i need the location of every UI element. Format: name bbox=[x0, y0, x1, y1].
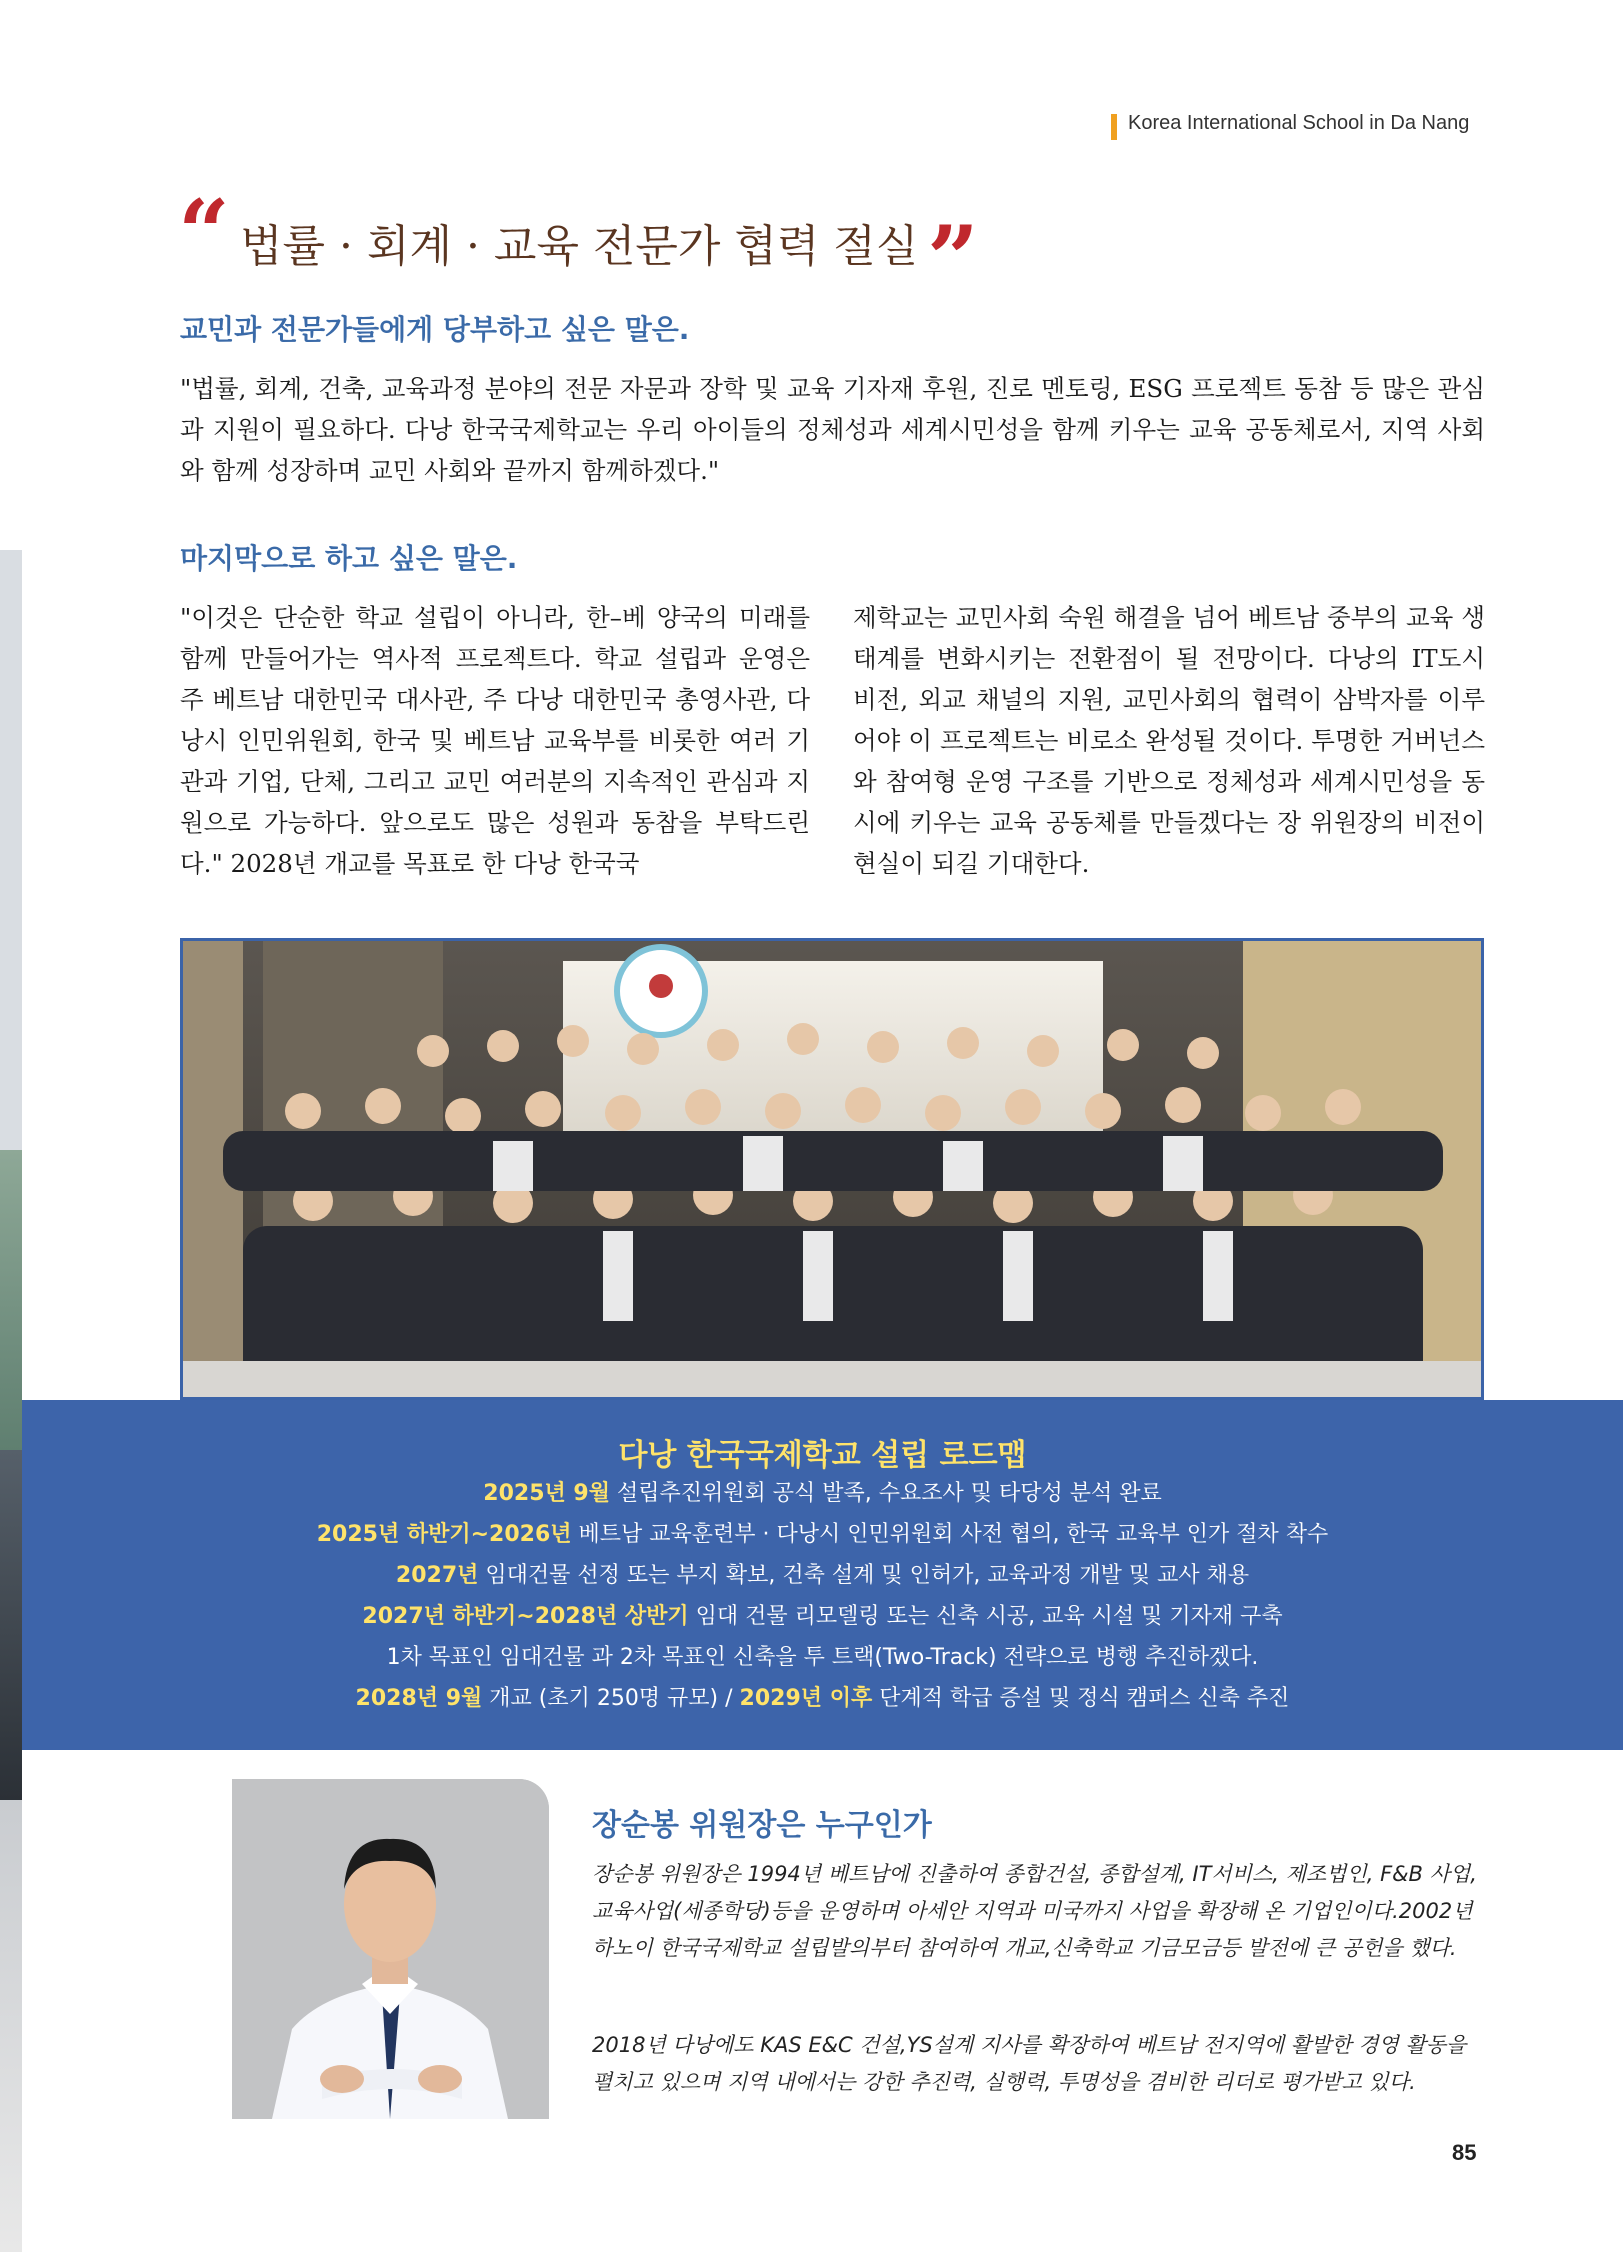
question-heading-2: 마지막으로 하고 싶은 말은. bbox=[180, 542, 518, 575]
roadmap-text: 단계적 학급 증설 및 정식 캠퍼스 신축 추진 bbox=[872, 1686, 1290, 1711]
header-accent-bar bbox=[1111, 114, 1117, 140]
roadmap-text: 임대 건물 리모델링 또는 신축 시공, 교육 시설 및 기자재 구축 bbox=[688, 1604, 1283, 1629]
roadmap-line bbox=[22, 1558, 1623, 1589]
answer-paragraph-1: "법률, 회계, 건축, 교육과정 분야의 전문 자문과 장학 및 교육 기자재 후원, 진로 멘토링, ESG 프로젝트 동참 등 많은 관심과 지원이 필요하다. 다낭 한국국제학교는 우리 아이들의 정체성과 세계시민성을 함께 키우는 교육 공동체로서, 지역 사회와 함께 성장하며 교민 사회와 끝까지 함께하겠다." bbox=[180, 374, 1485, 485]
edge-strip bbox=[0, 550, 22, 2252]
profile-paragraph-2: 2018년 다낭에도 KAS E&C 건설,YS설계 지사를 확장하여 베트남 전지역에 활발한 경영 활동을 펼치고 있으며 지역 내에서는 강한 추진력, 실행력, 투명성을 겸비한 리더로 평가받고 있다. bbox=[592, 2033, 1467, 2094]
roadmap-text: 베트남 교육훈련부 · 다낭시 인민위원회 사전 협의, 한국 교육부 인가 절차 착수 bbox=[571, 1522, 1329, 1547]
page-number: 85 bbox=[1452, 2140, 1477, 2165]
roadmap-date: 2027년 하반기~2028년 상반기 bbox=[362, 1604, 689, 1629]
roadmap-text: 임대건물 선정 또는 부지 확보, 건축 설계 및 인허가, 교육과정 개발 및 교사 채용 bbox=[478, 1563, 1250, 1588]
roadmap-box bbox=[22, 1400, 1623, 1750]
profile-photo bbox=[232, 1779, 549, 2119]
portrait-illustration bbox=[232, 1779, 549, 2119]
roadmap-title: 다낭 한국국제학교 설립 로드맵 bbox=[618, 1438, 1027, 1473]
roadmap-line bbox=[22, 1640, 1623, 1671]
roadmap-date: 2025년 하반기~2026년 bbox=[316, 1522, 572, 1547]
roadmap-line bbox=[22, 1599, 1623, 1630]
roadmap-text: 설립추진위원회 공식 발족, 수요조사 및 타당성 분석 완료 bbox=[609, 1481, 1162, 1506]
group-photo-illustration bbox=[183, 941, 1481, 1397]
open-quote-icon: “ bbox=[178, 180, 230, 286]
answer-column-left: "이것은 단순한 학교 설립이 아니라, 한–베 양국의 미래를 함께 만들어가는 역사적 프로젝트다. 학교 설립과 운영은 주 베트남 대한민국 대사관, 주 다낭 대한민국 총영사관, 다낭시 인민위원회, 한국 및 베트남 교육부를 비롯한 여러 기관과 기업, 단체, 그리고 교민 여러분의 지속적인 관심과 지원으로 가능하다. 앞으로도 많은 성원과 동참을 부탁드린다." 2028년 개교를 목표로 한 다낭 한국국 bbox=[180, 603, 810, 878]
answer-column-right: 제학교는 교민사회 숙원 해결을 넘어 베트남 중부의 교육 생태계를 변화시키는 전환점이 될 전망이다. 다낭의 IT도시 비전, 외교 채널의 지원, 교민사회의 협력이 삼박자를 이루어야 이 프로젝트는 비로소 완성될 것이다. 투명한 거버넌스와 참여형 운영 구조를 기반으로 정체성과 세계시민성을 동시에 키우는 교육 공동체를 만들겠다는 장 위원장의 비전이 현실이 되길 기대한다. bbox=[853, 603, 1485, 878]
roadmap-line bbox=[22, 1476, 1623, 1507]
roadmap-date: 2025년 9월 bbox=[483, 1481, 610, 1506]
profile-paragraph-1: 장순봉 위원장은 1994년 베트남에 진출하여 종합건설, 종합설계, IT서비스, 제조법인, F&B 사업, 교육사업(세종학당)등을 운영하며 아세안 지역과 미국까지 사업을 확장해 온 기업인이다.2002년 하노이 한국국제학교 설립발의부터 참여하여 개교,신축학교 기금모금등 발전에 큰 공헌을 했다. bbox=[592, 1862, 1477, 1960]
question-heading-1: 교민과 전문가들에게 당부하고 싶은 말은. bbox=[180, 313, 690, 346]
group-photo bbox=[180, 938, 1484, 1400]
roadmap-date: 2028년 9월 bbox=[355, 1686, 483, 1711]
profile-heading: 장순봉 위원장은 누구인가 bbox=[592, 1808, 932, 1843]
roadmap-line bbox=[22, 1681, 1623, 1712]
publication-header: Korea International School in Da Nang bbox=[1128, 112, 1470, 134]
roadmap-text: 개교 (초기 250명 규모) / bbox=[482, 1686, 740, 1711]
roadmap-text: 1차 목표인 임대건물 과 2차 목표인 신축을 투 트랙(Two-Track) 전략으로 병행 추진하겠다. bbox=[386, 1645, 1259, 1670]
section-title: 법률 · 회계 · 교육 전문가 협력 절실 bbox=[240, 221, 919, 272]
roadmap-line bbox=[22, 1517, 1623, 1548]
roadmap-date: 2029년 이후 bbox=[739, 1686, 873, 1711]
roadmap-date: 2027년 bbox=[395, 1563, 479, 1588]
close-quote-icon: ” bbox=[927, 206, 979, 312]
